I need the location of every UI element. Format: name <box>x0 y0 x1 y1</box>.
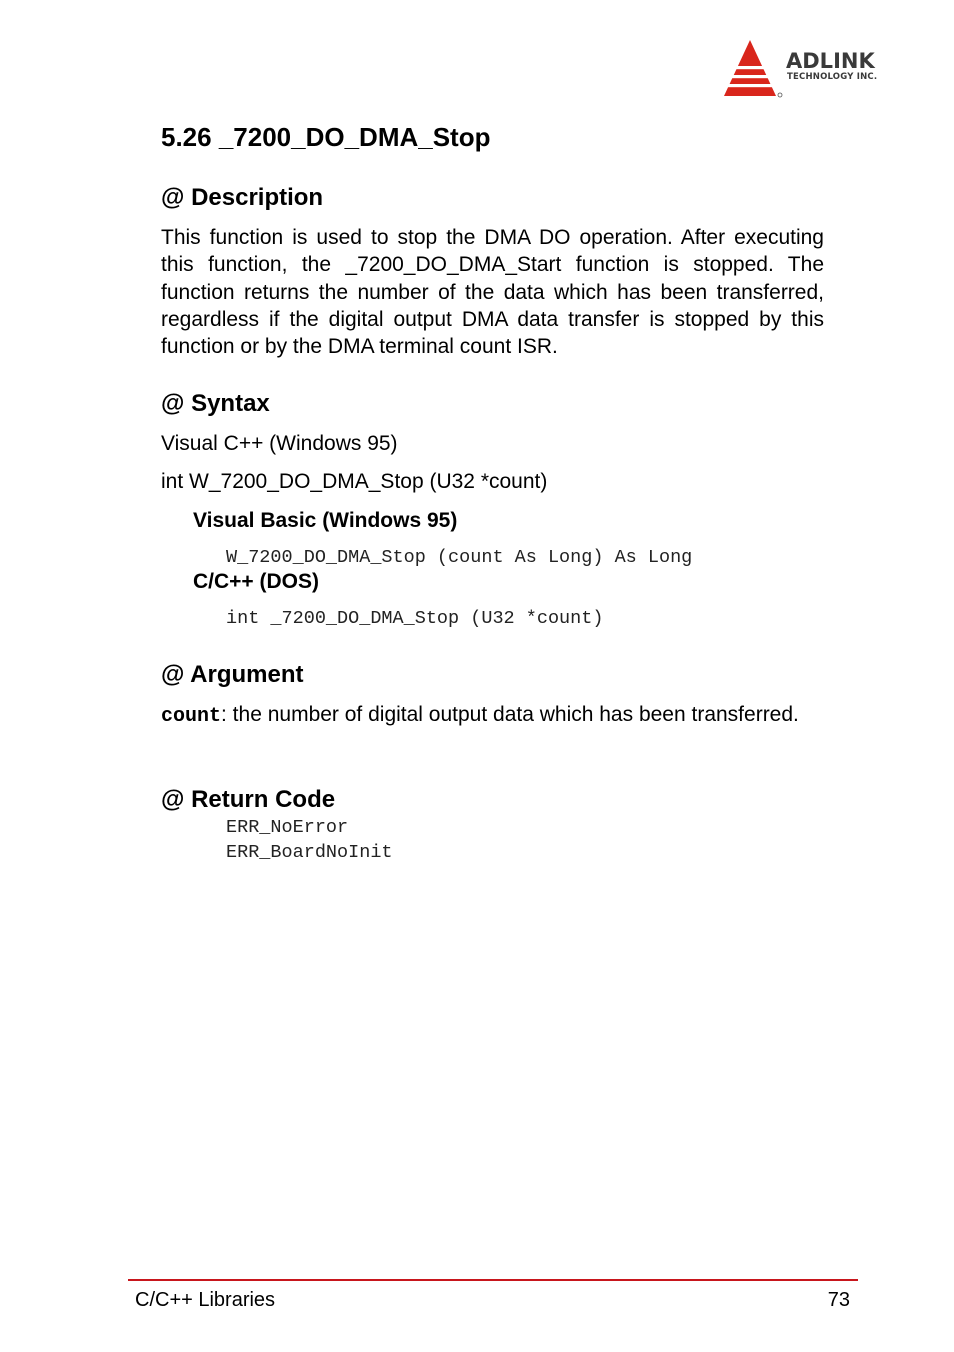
vb-label: Visual Basic (Windows 95) <box>193 509 458 532</box>
vc-code: int W_7200_DO_DMA_Stop (U32 *count) <box>161 470 548 493</box>
adlink-logo <box>722 38 912 100</box>
description-heading: @ Description <box>161 184 324 211</box>
adlink-triangle-icon <box>722 38 784 100</box>
page-number: 73 <box>827 1289 850 1311</box>
return-code-item: ERR_BoardNoInit <box>226 842 393 863</box>
vc-label: Visual C++ (Windows 95) <box>161 432 398 455</box>
dos-label: C/C++ (DOS) <box>193 570 320 593</box>
return-code-heading: @ Return Code <box>161 786 336 813</box>
footer-rule <box>128 1279 858 1281</box>
vb-code: W_7200_DO_DMA_Stop (count As Long) As Long <box>226 547 693 568</box>
argument-heading: @ Argument <box>161 661 304 688</box>
argument-text <box>161 701 824 730</box>
return-code-item: ERR_NoError <box>226 817 349 838</box>
logo-name: ADLINK <box>786 49 875 73</box>
argument-name: count <box>161 705 222 728</box>
section-title: 5.26 _7200_DO_DMA_Stop <box>161 122 491 152</box>
footer-chapter: C/C++ Libraries <box>135 1289 276 1311</box>
syntax-heading: @ Syntax <box>161 390 270 417</box>
dos-code: int _7200_DO_DMA_Stop (U32 *count) <box>226 608 604 629</box>
description-text: This function is used to stop the DMA DO operation. After executing this function, the _7200_DO_DMA_Start function is stopped. The function returns the number of the data which has been transferred, regardless if the digital output DMA data transfer is stopped by this function or by the DMA terminal count ISR. <box>161 226 824 359</box>
logo-subtitle: TECHNOLOGY INC. <box>787 72 878 82</box>
argument-description: : the number of digital output data which has been transferred. <box>221 703 799 726</box>
